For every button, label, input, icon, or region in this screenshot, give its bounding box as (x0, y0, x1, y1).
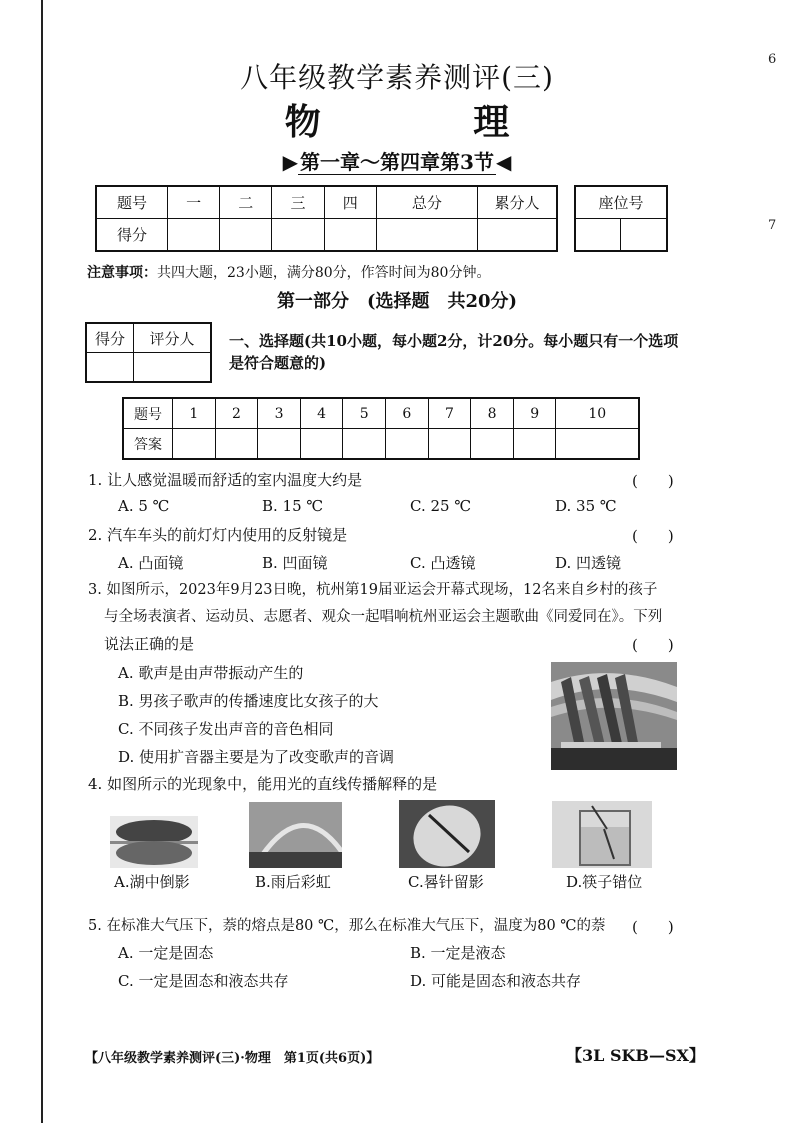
footer-code: 【3L SKB—SX】 (566, 1046, 705, 1065)
scope-text: 第一章～第四章第3节 (300, 150, 494, 174)
side-number: 7 (768, 218, 777, 233)
notes-text: 共四大题，23小题，满分80分，作答时间为80分钟。 (157, 265, 491, 281)
section-heading: 一、选择题(共10小题，每小题2分，计20分。每小题只有一个选项是符合题意的) (229, 332, 679, 372)
score-header-cell: 题号 (96, 186, 168, 219)
question-2-option: A. 凸面镜 (118, 554, 184, 572)
question-4-option-caption: D.筷子错位 (566, 873, 643, 891)
score-input-cell[interactable] (376, 219, 477, 252)
exam-title: 八年级教学素养测评(三) (240, 61, 554, 94)
answer-cell[interactable] (471, 429, 514, 460)
notes (87, 262, 490, 282)
answer-cell[interactable] (215, 429, 258, 460)
score-row-label: 得分 (96, 219, 168, 252)
score-input-cell[interactable] (220, 219, 272, 252)
score-input-cell[interactable] (478, 219, 558, 252)
seat-number-cell[interactable] (621, 219, 667, 252)
grader-table (85, 322, 212, 383)
question-5-option: B. 一定是液态 (410, 944, 506, 962)
answer-number: 7 (428, 398, 471, 429)
grader-score-label: 得分 (86, 323, 134, 353)
question-5-option: A. 一定是固态 (118, 944, 214, 962)
answer-cell[interactable] (428, 429, 471, 460)
score-input-cell[interactable] (324, 219, 376, 252)
question-1-answer-paren[interactable]: ( ) (632, 472, 674, 490)
footer-page-info: 【八年级教学素养测评(三)·物理 第1页(共6页)】 (85, 1051, 380, 1066)
subject-title: 物 理 (284, 101, 580, 143)
question-2-option: D. 凹透镜 (555, 554, 622, 572)
answer-number: 4 (300, 398, 343, 429)
lake-reflection-photo (110, 816, 198, 868)
answer-cell[interactable] (300, 429, 343, 460)
question-2-option: B. 凹面镜 (262, 554, 328, 572)
answer-cell[interactable] (513, 429, 556, 460)
rainbow-photo (249, 802, 342, 868)
question-5-option: D. 可能是固态和液态共存 (410, 972, 582, 990)
notes-label: 注意事项： (87, 265, 157, 281)
grader-score-cell[interactable] (86, 353, 134, 383)
answer-number: 9 (513, 398, 556, 429)
score-input-cell[interactable] (272, 219, 324, 252)
question-4-option-caption: C.晷针留影 (408, 873, 484, 891)
question-3-stem-line: 3. 如图所示，2023年9月23日晚，杭州第19届亚运会开幕式现场，12名来自乡村的孩子 (88, 582, 658, 598)
question-4-option-caption: A.湖中倒影 (114, 873, 190, 891)
score-header-cell: 一 (168, 186, 220, 219)
seat-number-label: 座位号 (575, 186, 667, 219)
question-3-option: B. 男孩子歌声的传播速度比女孩子的大 (118, 692, 379, 710)
answer-number: 6 (386, 398, 429, 429)
question-4-option-caption: B.雨后彩虹 (255, 873, 331, 891)
answer-cell[interactable] (386, 429, 429, 460)
question-1-option: A. 5 ℃ (118, 497, 170, 515)
answer-cell[interactable] (258, 429, 301, 460)
chopsticks-in-water-photo (552, 801, 652, 868)
question-1-stem: 1. 让人感觉温暖而舒适的室内温度大约是 (88, 471, 363, 489)
question-2-option: C. 凸透镜 (410, 554, 476, 572)
scope-line (0, 146, 794, 175)
answer-number: 10 (556, 398, 639, 429)
question-3-stem-line: 与全场表演者、运动员、志愿者、观众一起唱响杭州亚运会主题歌曲《同爱同在》。下列 (104, 609, 663, 625)
answer-cell[interactable] (173, 429, 216, 460)
grader-name-cell[interactable] (134, 353, 212, 383)
question-2-stem: 2. 汽车车头的前灯灯内使用的反射镜是 (88, 526, 348, 544)
answer-number: 5 (343, 398, 386, 429)
answer-cell[interactable] (343, 429, 386, 460)
score-header-cell: 累分人 (478, 186, 558, 219)
scope-right-marker: ◀ (495, 150, 512, 174)
question-5-answer-paren[interactable]: ( ) (632, 918, 674, 936)
score-table (95, 185, 558, 252)
answer-row-label: 答案 (123, 429, 173, 460)
score-header-cell: 二 (220, 186, 272, 219)
question-5-option: C. 一定是固态和液态共存 (118, 972, 289, 990)
score-header-cell: 三 (272, 186, 324, 219)
question-2-answer-paren[interactable]: ( ) (632, 527, 674, 545)
question-1-option: C. 25 ℃ (410, 497, 472, 515)
score-input-cell[interactable] (168, 219, 220, 252)
score-header-cell: 总分 (376, 186, 477, 219)
score-header-cell: 四 (324, 186, 376, 219)
answer-number: 8 (471, 398, 514, 429)
answer-header-label: 题号 (123, 398, 173, 429)
grader-name-label: 评分人 (134, 323, 212, 353)
question-4-stem: 4. 如图所示的光现象中，能用光的直线传播解释的是 (88, 775, 438, 793)
question-1-option: B. 15 ℃ (262, 497, 324, 515)
answer-number: 3 (258, 398, 301, 429)
scope-left-marker: ▶ (282, 150, 299, 174)
side-number: 6 (768, 52, 777, 67)
question-3-option: D. 使用扩音器主要是为了改变歌声的音调 (118, 748, 395, 766)
seat-number-cell[interactable] (575, 219, 621, 252)
part-heading: 第一部分 (选择题 共20分) (276, 291, 518, 312)
sundial-photo (399, 800, 495, 868)
answer-number: 2 (215, 398, 258, 429)
question-1-option: D. 35 ℃ (555, 497, 617, 515)
answer-table (122, 397, 640, 460)
question-3-option: A. 歌声是由声带振动产生的 (118, 664, 304, 682)
answer-cell[interactable] (556, 429, 639, 460)
question-5-stem: 5. 在标准大气压下，萘的熔点是80 ℃，那么在标准大气压下，温度为80 ℃的萘 (88, 918, 606, 934)
question-3-answer-paren[interactable]: ( ) (632, 636, 674, 654)
answer-number: 1 (173, 398, 216, 429)
question-3-option: C. 不同孩子发出声音的音色相同 (118, 720, 334, 738)
seat-number-table (574, 185, 668, 252)
question-3-stem-line: 说法正确的是 (104, 635, 195, 653)
opening-ceremony-photo (551, 662, 677, 770)
